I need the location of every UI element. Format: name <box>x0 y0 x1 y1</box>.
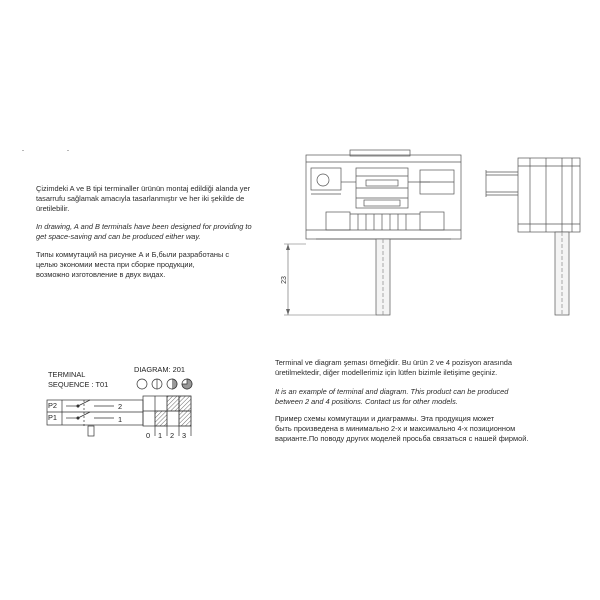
terminal-label: TERMINAL <box>48 370 86 379</box>
switch-body-front <box>306 155 461 239</box>
active-cell-p2-pos3 <box>179 396 191 411</box>
sequence-label: SEQUENCE : T01 <box>48 380 109 389</box>
russian-line: Типы коммутаций на рисунке А и Б,были разработаны с <box>36 250 230 259</box>
switch-body-side <box>518 158 580 232</box>
english-line: In drawing, A and B terminals have been designed for providing to <box>36 222 252 231</box>
turkish-line: Çizimdeki A ve B tipi terminaller ürünün montaj edildiği alanda yer <box>36 184 251 193</box>
turkish-line: Terminal ve diagram şeması örneğidir. Bu ürün 2 ve 4 pozisyon arasında <box>275 358 513 367</box>
english-line: get space-saving and can be produced either way. <box>36 232 201 241</box>
marker-dash: - <box>67 148 69 154</box>
active-cell-p1-pos1 <box>155 411 167 426</box>
russian-line: быть произведена в минимально 2-х и максимально 4-х позиционном <box>275 424 516 433</box>
position-label: 2 <box>170 431 175 440</box>
turkish-line: üretilebilir. <box>36 204 70 213</box>
dimension-value: 23 <box>280 276 288 284</box>
russian-line: целью экономии места при сборке продукции, <box>36 260 195 269</box>
active-cell-p1-pos3 <box>179 411 191 426</box>
contact-label-1: 1 <box>118 415 123 424</box>
position-label: 0 <box>146 431 151 440</box>
position-label: 3 <box>182 431 187 440</box>
contact-box <box>47 400 143 425</box>
marker-dash: - <box>22 148 24 154</box>
russian-line: Пример схемы коммутации и диаграммы. Эта продукция может <box>275 414 495 423</box>
diagram-label: DIAGRAM: 201 <box>134 365 185 374</box>
english-line: between 2 and 4 positions. Contact us for other models. <box>275 397 458 406</box>
position-label: 1 <box>158 431 163 440</box>
active-cell-p2-pos2 <box>167 396 179 411</box>
contact-label-2: 2 <box>118 402 123 411</box>
row-label-p1: P1 <box>48 413 58 422</box>
position-icon-0 <box>137 379 147 389</box>
turkish-line: üretilmektedir, diğer modellerimiz için lütfen bizimle iletişime geçiniz. <box>275 368 498 377</box>
row-label-p2: P2 <box>48 401 58 410</box>
russian-line: возможно изготовление в двух видах. <box>36 270 166 279</box>
russian-line: варианте.По поводу других моделей просьба связаться с нашей фирмой. <box>275 434 529 443</box>
turkish-line: tasarrufu sağlamak amacıyla tasarlanmıştır ve her iki şekilde de <box>36 194 245 203</box>
left-window <box>311 168 341 190</box>
english-line: It is an example of terminal and diagram. This product can be produced <box>275 387 509 396</box>
